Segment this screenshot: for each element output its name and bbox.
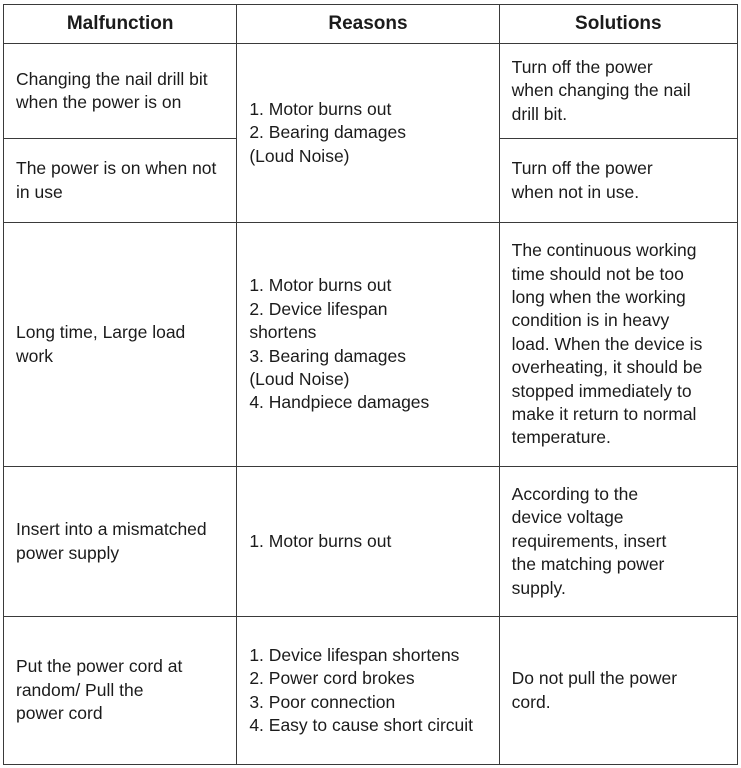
solution-cell [499, 139, 737, 223]
cell-line: drill bit. [511, 103, 568, 124]
cell-line: 3. Poor connection [249, 691, 396, 712]
solution-cell [499, 223, 737, 467]
reasons-cell [237, 467, 499, 617]
cell-line: Changing the nail drill bit [16, 68, 208, 89]
malfunction-cell [4, 617, 237, 765]
solution-cell [499, 617, 737, 765]
table-row [4, 44, 738, 139]
table-row [4, 617, 738, 765]
table-row [4, 223, 738, 467]
cell-line: overheating, it should be [511, 357, 703, 378]
cell-line: supply. [511, 577, 566, 598]
cell-line: the matching power [511, 554, 665, 575]
malfunction-cell [4, 223, 237, 467]
reasons-cell [237, 617, 499, 765]
cell-line: 4. Easy to cause short circuit [249, 714, 474, 735]
cell-line: The power is on when not [16, 158, 217, 179]
cell-line: Put the power cord at [16, 656, 183, 677]
cell-line: 1. Motor burns out [249, 530, 392, 551]
cell-line: 2. Bearing damages [249, 122, 406, 143]
cell-line: The continuous working [511, 240, 697, 261]
cell-line: 1. Motor burns out [249, 275, 392, 296]
cell-line: cord. [511, 691, 551, 712]
cell-line: 1. Motor burns out [249, 98, 392, 119]
malfunction-cell [4, 139, 237, 223]
solution-cell [499, 467, 737, 617]
header-reasons: Reasons [237, 5, 499, 44]
solution-cell [499, 44, 737, 139]
cell-line: temperature. [511, 427, 611, 448]
cell-line: 2. Power cord brokes [249, 668, 415, 689]
cell-line: condition is in heavy [511, 310, 670, 331]
cell-line: Long time, Large load [16, 322, 186, 343]
header-row [4, 5, 738, 44]
cell-line: According to the [511, 483, 639, 504]
cell-line: Turn off the power [511, 56, 653, 77]
cell-line: (Loud Noise) [249, 368, 350, 389]
cell-line: 2. Device lifespan [249, 298, 388, 319]
cell-line: when not in use. [511, 181, 640, 202]
cell-line: work [16, 345, 53, 366]
header-malfunction: Malfunction [4, 5, 237, 44]
cell-line: shortens [249, 322, 317, 343]
table-row [4, 467, 738, 617]
malfunction-cell [4, 44, 237, 139]
cell-line: Insert into a mismatched [16, 519, 207, 540]
cell-line: power supply [16, 542, 120, 563]
cell-line: requirements, insert [511, 530, 667, 551]
cell-line: make it return to normal [511, 404, 697, 425]
malfunction-table [3, 4, 738, 765]
header-solutions: Solutions [499, 5, 737, 44]
cell-line: load. When the device is [511, 333, 703, 354]
cell-line: when the power is on [16, 92, 182, 112]
cell-line: device voltage [511, 507, 624, 528]
cell-line: random/ Pull the [16, 679, 144, 700]
cell-line: 3. Bearing damages [249, 345, 406, 366]
cell-line: Turn off the power [511, 158, 653, 179]
cell-line: 4. Handpiece damages [249, 392, 430, 413]
cell-line: (Loud Noise) [249, 145, 350, 166]
malfunction-cell [4, 467, 237, 617]
cell-line: power cord [16, 703, 103, 724]
reasons-cell [237, 223, 499, 467]
cell-line: time should not be too [511, 263, 684, 284]
cell-line: Do not pull the power [511, 668, 678, 689]
cell-line: 1. Device lifespan shortens [249, 644, 460, 665]
reasons-cell [237, 44, 499, 223]
cell-line: stopped immediately to [511, 380, 692, 401]
cell-line: long when the working [511, 286, 686, 307]
cell-line: when changing the nail [511, 80, 691, 101]
cell-line: in use [16, 181, 63, 202]
